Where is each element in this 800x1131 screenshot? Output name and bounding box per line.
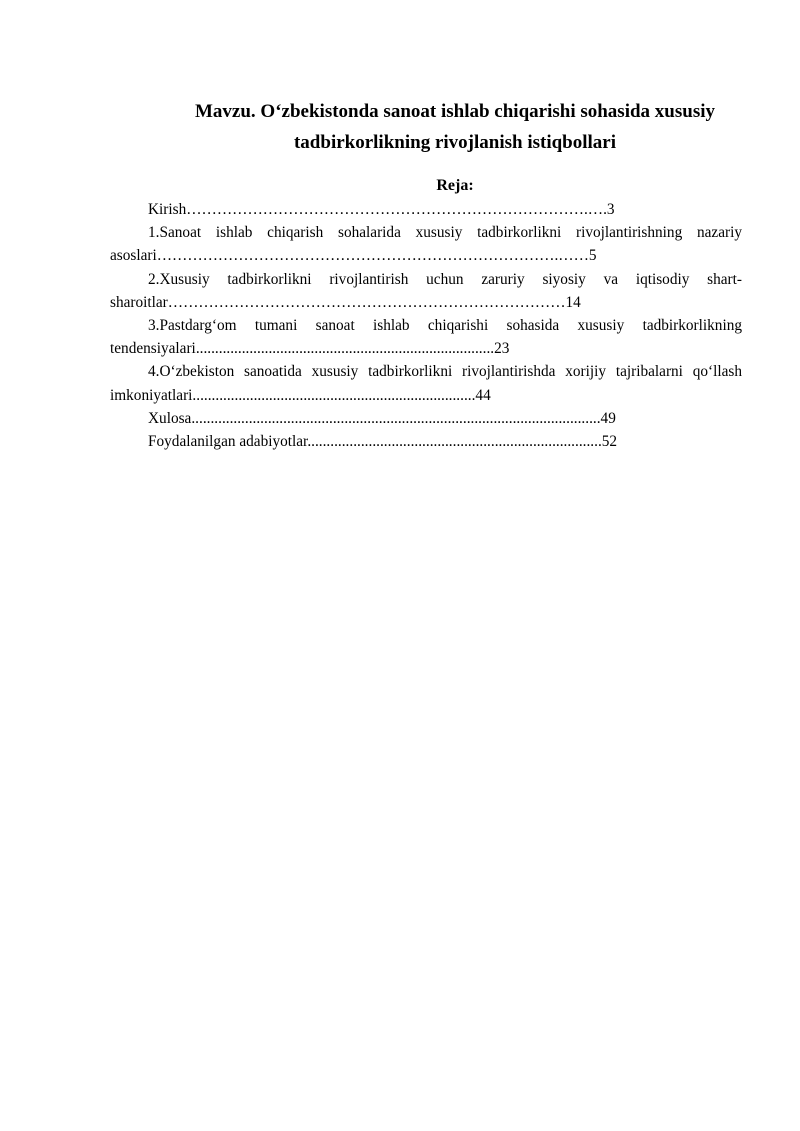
title-line-1: Mavzu. O‘zbekistonda sanoat ishlab chiqarishi sohasida xususiy [195, 101, 715, 122]
toc-page-number: 44 [475, 386, 491, 404]
toc-page-number: 14 [565, 293, 581, 311]
toc-entry-text: 1.Sanoat ishlab chiqarish sohalarida xususiy tadbirkorlikni rivojlantirishning nazariy asoslari [110, 224, 742, 265]
table-of-contents [110, 198, 742, 453]
toc-leader-dots: .............................................................................. [195, 340, 495, 358]
toc-leader-dots: …………………………………………………………………….…. [186, 201, 607, 218]
toc-leader-dots: .......................................................................... [192, 386, 476, 404]
page-title [110, 96, 800, 158]
toc-entry-4 [110, 360, 742, 406]
toc-leader-dots: …………………………………………………………………….…… [156, 247, 589, 265]
toc-entry-3 [110, 314, 742, 360]
toc-page-number: 52 [601, 433, 618, 451]
toc-entry-adabiyotlar [110, 430, 742, 453]
toc-leader-dots: …………………………………………………………………… [167, 293, 566, 311]
toc-entry-text: Xulosa [148, 409, 192, 427]
toc-entry-2 [110, 268, 742, 314]
toc-entry-text: Foydalanilgan adabiyotlar [148, 433, 308, 451]
title-line-2: tadbirkorlikning rivojlanish istiqbollari [293, 132, 617, 153]
toc-page-number: 49 [600, 409, 616, 427]
toc-entry-text: 2.Xususiy tadbirkorlikni rivojlantirish uchun zaruriy siyosiy va iqtisodiy shart-sharoitlar [110, 270, 742, 311]
toc-entry-xulosa [110, 407, 742, 430]
plan-heading: Reja: [436, 177, 474, 194]
toc-page-number: 5 [588, 247, 597, 265]
toc-entry-text: Kirish [148, 201, 187, 218]
toc-page-number: 3 [606, 201, 615, 218]
toc-page-number: 23 [494, 340, 510, 358]
toc-leader-dots: ............................................................................. [307, 433, 602, 451]
toc-entry-kirish [110, 198, 742, 221]
toc-entry-text: 3.Pastdarg‘om tumani sanoat ishlab chiqarishi sohasida xususiy tadbirkorlikning tendensiyalari [110, 317, 742, 358]
toc-entry-1 [110, 221, 742, 267]
toc-entry-text: 4.O‘zbekiston sanoatida xususiy tadbirkorlikni rivojlantirishda xorijiy tajribalarni qo‘llash imkoniyatlari [110, 363, 742, 404]
toc-leader-dots: ........................................................................................................... [191, 409, 601, 427]
